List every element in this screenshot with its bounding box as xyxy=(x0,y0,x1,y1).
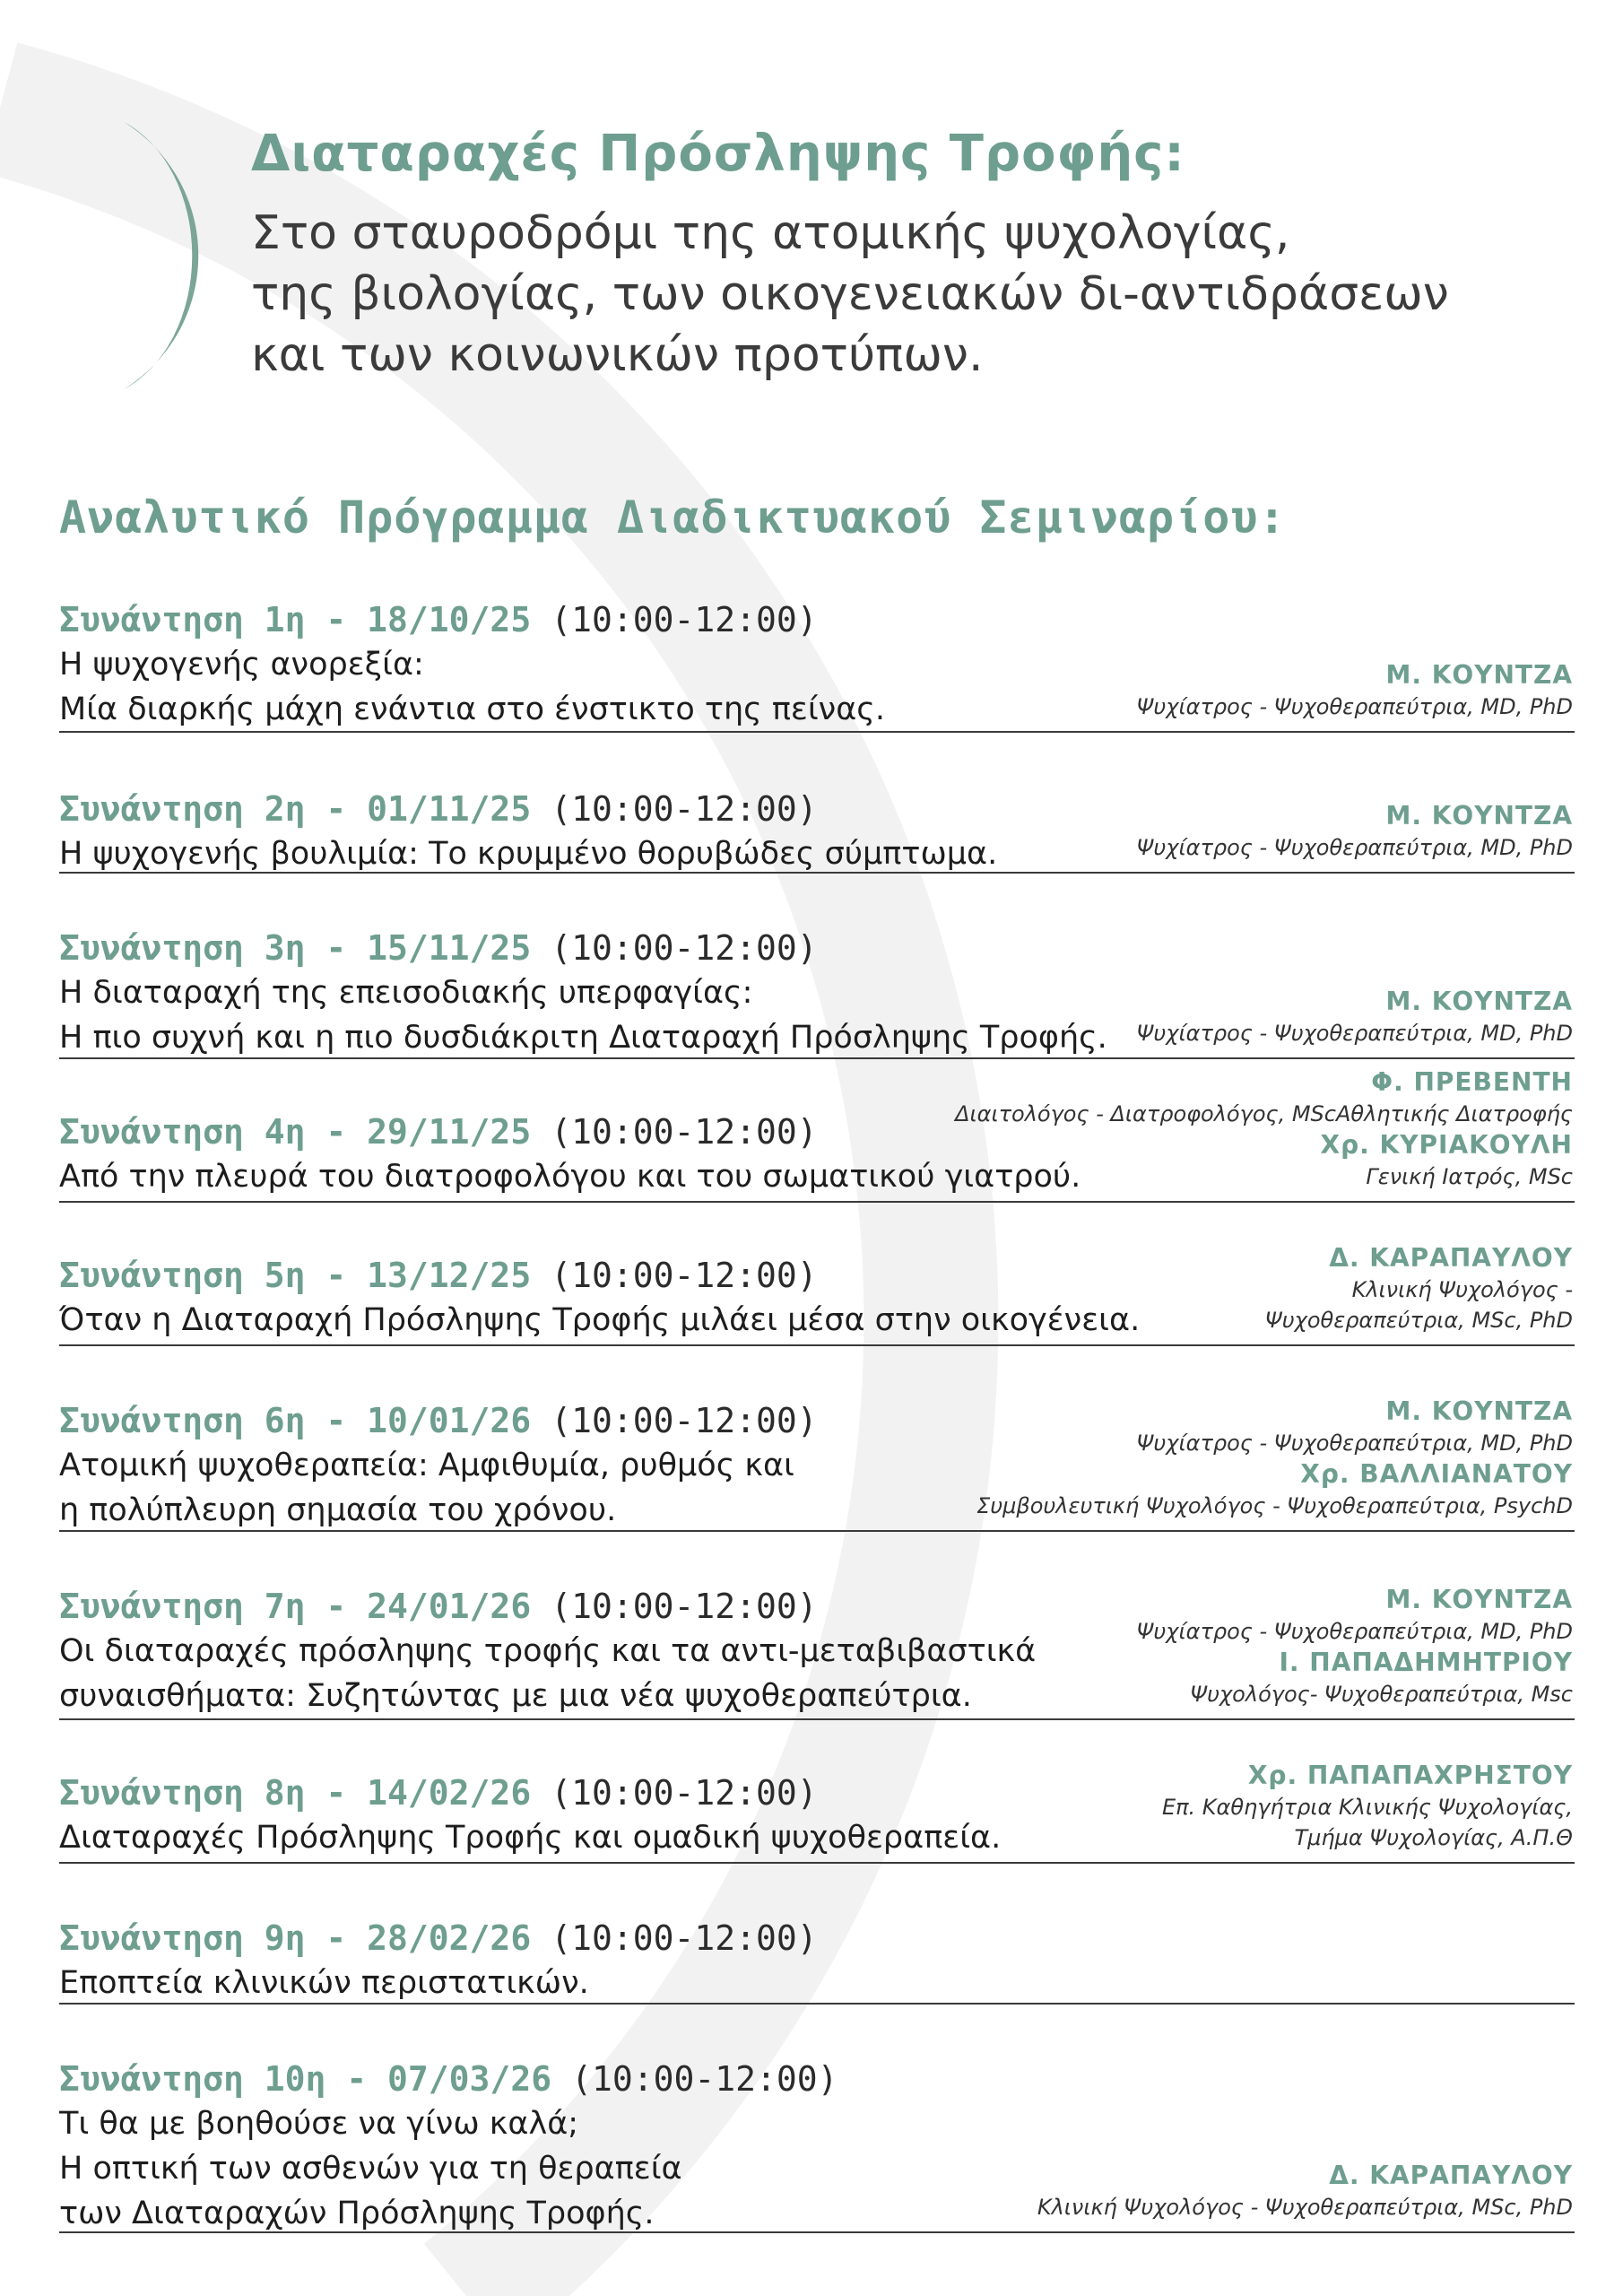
speaker-name: Μ. ΚΟΥΝΤΖΑ xyxy=(1385,801,1573,831)
speakers xyxy=(1037,2160,1573,2222)
speaker-name: Μ. ΚΟΥΝΤΖΑ xyxy=(1385,660,1573,690)
session-label: Συνάντηση 10η - 07/03/26 xyxy=(59,2059,552,2099)
session-item xyxy=(59,1346,1575,1532)
speaker-role: Ψυχίατρος - Ψυχοθεραπεύτρια, MD, PhD xyxy=(1136,1021,1573,1046)
subtitle-line: της βιολογίας, των οικογενειακών δι-αντιδράσεων xyxy=(251,267,1449,321)
speaker-role: Επ. Καθηγήτρια Κλινικής Ψυχολογίας, xyxy=(1161,1795,1573,1820)
session-time: (10:00-12:00) xyxy=(551,1401,818,1440)
session-topic: Οι διαταραχές πρόσληψης τροφής και τα αντι-μεταβιβαστικά xyxy=(59,1633,1037,1669)
speaker-role: Συμβουλευτική Ψυχολόγος - Ψυχοθεραπεύτρια, PsychD xyxy=(976,1493,1573,1518)
speakers xyxy=(1162,1760,1573,1853)
speaker-role: Ψυχοθεραπεύτρια, MSc, PhD xyxy=(1264,1308,1573,1333)
speaker-name: Μ. ΚΟΥΝΤΖΑ xyxy=(1385,1585,1573,1614)
session-topic: Η ψυχογενής ανορεξία: xyxy=(59,647,424,683)
speaker-name: Μ. ΚΟΥΝΤΖΑ xyxy=(1385,1396,1573,1426)
session-topic: Ατομική ψυχοθεραπεία: Αμφιθυμία, ρυθμός και xyxy=(59,1448,794,1483)
speaker-name: Χρ. ΚΥΡΙΑΚΟΥΛΗ xyxy=(1320,1130,1573,1160)
program-title: Αναλυτικό Πρόγραμμα Διαδικτυακού Σεμιναρίου: xyxy=(59,491,1287,544)
speakers xyxy=(1137,986,1573,1048)
session-topic: των Διαταραχών Πρόσληψης Τροφής. xyxy=(59,2196,655,2231)
speaker-role: Ψυχίατρος - Ψυχοθεραπεύτρια, MD, PhD xyxy=(1136,1619,1573,1644)
session-topic: Η διαταραχή της επεισοδιακής υπερφαγίας: xyxy=(59,975,753,1011)
crescent-accent-icon xyxy=(117,117,215,395)
session-topic: Τι θα με βοηθούσε να γίνω καλά; xyxy=(59,2106,579,2142)
session-topic: η πολύπλευρη σημασία του χρόνου. xyxy=(59,1492,617,1528)
session-item xyxy=(59,1864,1575,2005)
session-item xyxy=(59,592,1575,733)
speaker-role: Ψυχίατρος - Ψυχοθεραπεύτρια, MD, PhD xyxy=(1136,1431,1573,1456)
speaker-name: Μ. ΚΟΥΝΤΖΑ xyxy=(1385,987,1573,1016)
session-item xyxy=(59,2005,1575,2233)
speaker-role: Ψυχίατρος - Ψυχοθεραπεύτρια, MD, PhD xyxy=(1136,694,1573,719)
speaker-name: Δ. ΚΑΡΑΠΑΥΛΟΥ xyxy=(1329,2161,1573,2190)
session-item xyxy=(59,1532,1575,1720)
speakers xyxy=(1137,800,1573,863)
speakers xyxy=(955,1066,1573,1192)
session-topic: Διαταραχές Πρόσληψης Τροφής και ομαδική ψυχοθεραπεία. xyxy=(59,1820,1002,1856)
session-time: (10:00-12:00) xyxy=(551,1587,818,1626)
session-label: Συνάντηση 4η - 29/11/25 xyxy=(59,1112,532,1152)
subtitle-line: Στο σταυροδρόμι της ατομικής ψυχολογίας, xyxy=(251,206,1290,260)
session-list xyxy=(59,592,1575,2233)
session-item xyxy=(59,733,1575,874)
speaker-role: Κλινική Ψυχολόγος - xyxy=(1351,1277,1573,1302)
session-label: Συνάντηση 7η - 24/01/26 xyxy=(59,1587,532,1626)
session-topic: Η οπτική των ασθενών για τη θεραπεία xyxy=(59,2151,682,2187)
speaker-role: Τμήμα Ψυχολογίας, Α.Π.Θ xyxy=(1294,1825,1573,1850)
header xyxy=(251,126,1560,386)
speaker-name: Φ. ΠΡΕΒΕΝΤΗ xyxy=(1371,1067,1573,1097)
session-time: (10:00-12:00) xyxy=(551,1112,818,1152)
speakers xyxy=(1137,659,1573,722)
speaker-role: Ψυχολόγος- Ψυχοθεραπεύτρια, Msc xyxy=(1190,1682,1573,1707)
session-time: (10:00-12:00) xyxy=(551,928,818,968)
speaker-name: Χρ. ΠΑΠΑΠΑΧΡΗΣΤΟΥ xyxy=(1247,1761,1573,1790)
speaker-name: Ι. ΠΑΠΑΔΗΜΗΤΡΙΟΥ xyxy=(1279,1648,1573,1677)
session-time: (10:00-12:00) xyxy=(551,600,818,639)
session-time: (10:00-12:00) xyxy=(551,1256,818,1295)
session-label: Συνάντηση 1η - 18/10/25 xyxy=(59,600,532,639)
session-label: Συνάντηση 2η - 01/11/25 xyxy=(59,789,532,829)
session-topic: συναισθήματα: Συζητώντας με μια νέα ψυχοθεραπεύτρια. xyxy=(59,1678,972,1714)
session-label: Συνάντηση 9η - 28/02/26 xyxy=(59,1918,532,1958)
session-label: Συνάντηση 3η - 15/11/25 xyxy=(59,928,532,968)
speaker-role: Διαιτολόγος - Διατροφολόγος, MScΑθλητικής Διατροφής xyxy=(955,1101,1573,1126)
session-item xyxy=(59,1203,1575,1346)
session-topic: Όταν η Διαταραχή Πρόσληψης Τροφής μιλάει μέσα στην οικογένεια. xyxy=(59,1302,1141,1338)
session-topic: Η ψυχογενής βουλιμία: Το κρυμμένο θορυβώδες σύμπτωμα. xyxy=(59,836,998,872)
speakers xyxy=(1137,1584,1573,1709)
speakers xyxy=(1265,1242,1573,1335)
session-topic: Από την πλευρά του διατροφολόγου και του σωματικού γιατρού. xyxy=(59,1159,1081,1195)
session-label: Συνάντηση 5η - 13/12/25 xyxy=(59,1256,532,1295)
session-item xyxy=(59,874,1575,1059)
session-item xyxy=(59,1059,1575,1203)
session-label: Συνάντηση 8η - 14/02/26 xyxy=(59,1773,532,1813)
page-title: Διαταραχές Πρόσληψης Τροφής: xyxy=(251,125,1185,183)
session-label: Συνάντηση 6η - 10/01/26 xyxy=(59,1401,532,1440)
speakers xyxy=(976,1396,1573,1521)
session-time: (10:00-12:00) xyxy=(551,1918,818,1958)
speaker-role: Κλινική Ψυχολόγος - Ψυχοθεραπεύτρια, MSc, PhD xyxy=(1037,2195,1573,2220)
speaker-name: Δ. ΚΑΡΑΠΑΥΛΟΥ xyxy=(1329,1243,1573,1273)
session-topic: Μία διαρκής μάχη ενάντια στο ένστικτο της πείνας. xyxy=(59,691,885,727)
session-time: (10:00-12:00) xyxy=(571,2059,838,2099)
session-item xyxy=(59,1720,1575,1864)
session-topic: Εποπτεία κλινικών περιστατικών. xyxy=(59,1965,589,2001)
speaker-role: Γενική Ιατρός, MSc xyxy=(1366,1164,1573,1189)
subtitle-line: και των κοινωνικών προτύπων. xyxy=(251,328,984,382)
session-time: (10:00-12:00) xyxy=(551,1773,818,1813)
session-topic: Η πιο συχνή και η πιο δυσδιάκριτη Διαταραχή Πρόσληψης Τροφής. xyxy=(59,1020,1107,1056)
speaker-name: Χρ. ΒΑΛΛΙΑΝΑΤΟΥ xyxy=(1300,1459,1573,1489)
speaker-role: Ψυχίατρος - Ψυχοθεραπεύτρια, MD, PhD xyxy=(1136,835,1573,860)
session-time: (10:00-12:00) xyxy=(551,789,818,829)
